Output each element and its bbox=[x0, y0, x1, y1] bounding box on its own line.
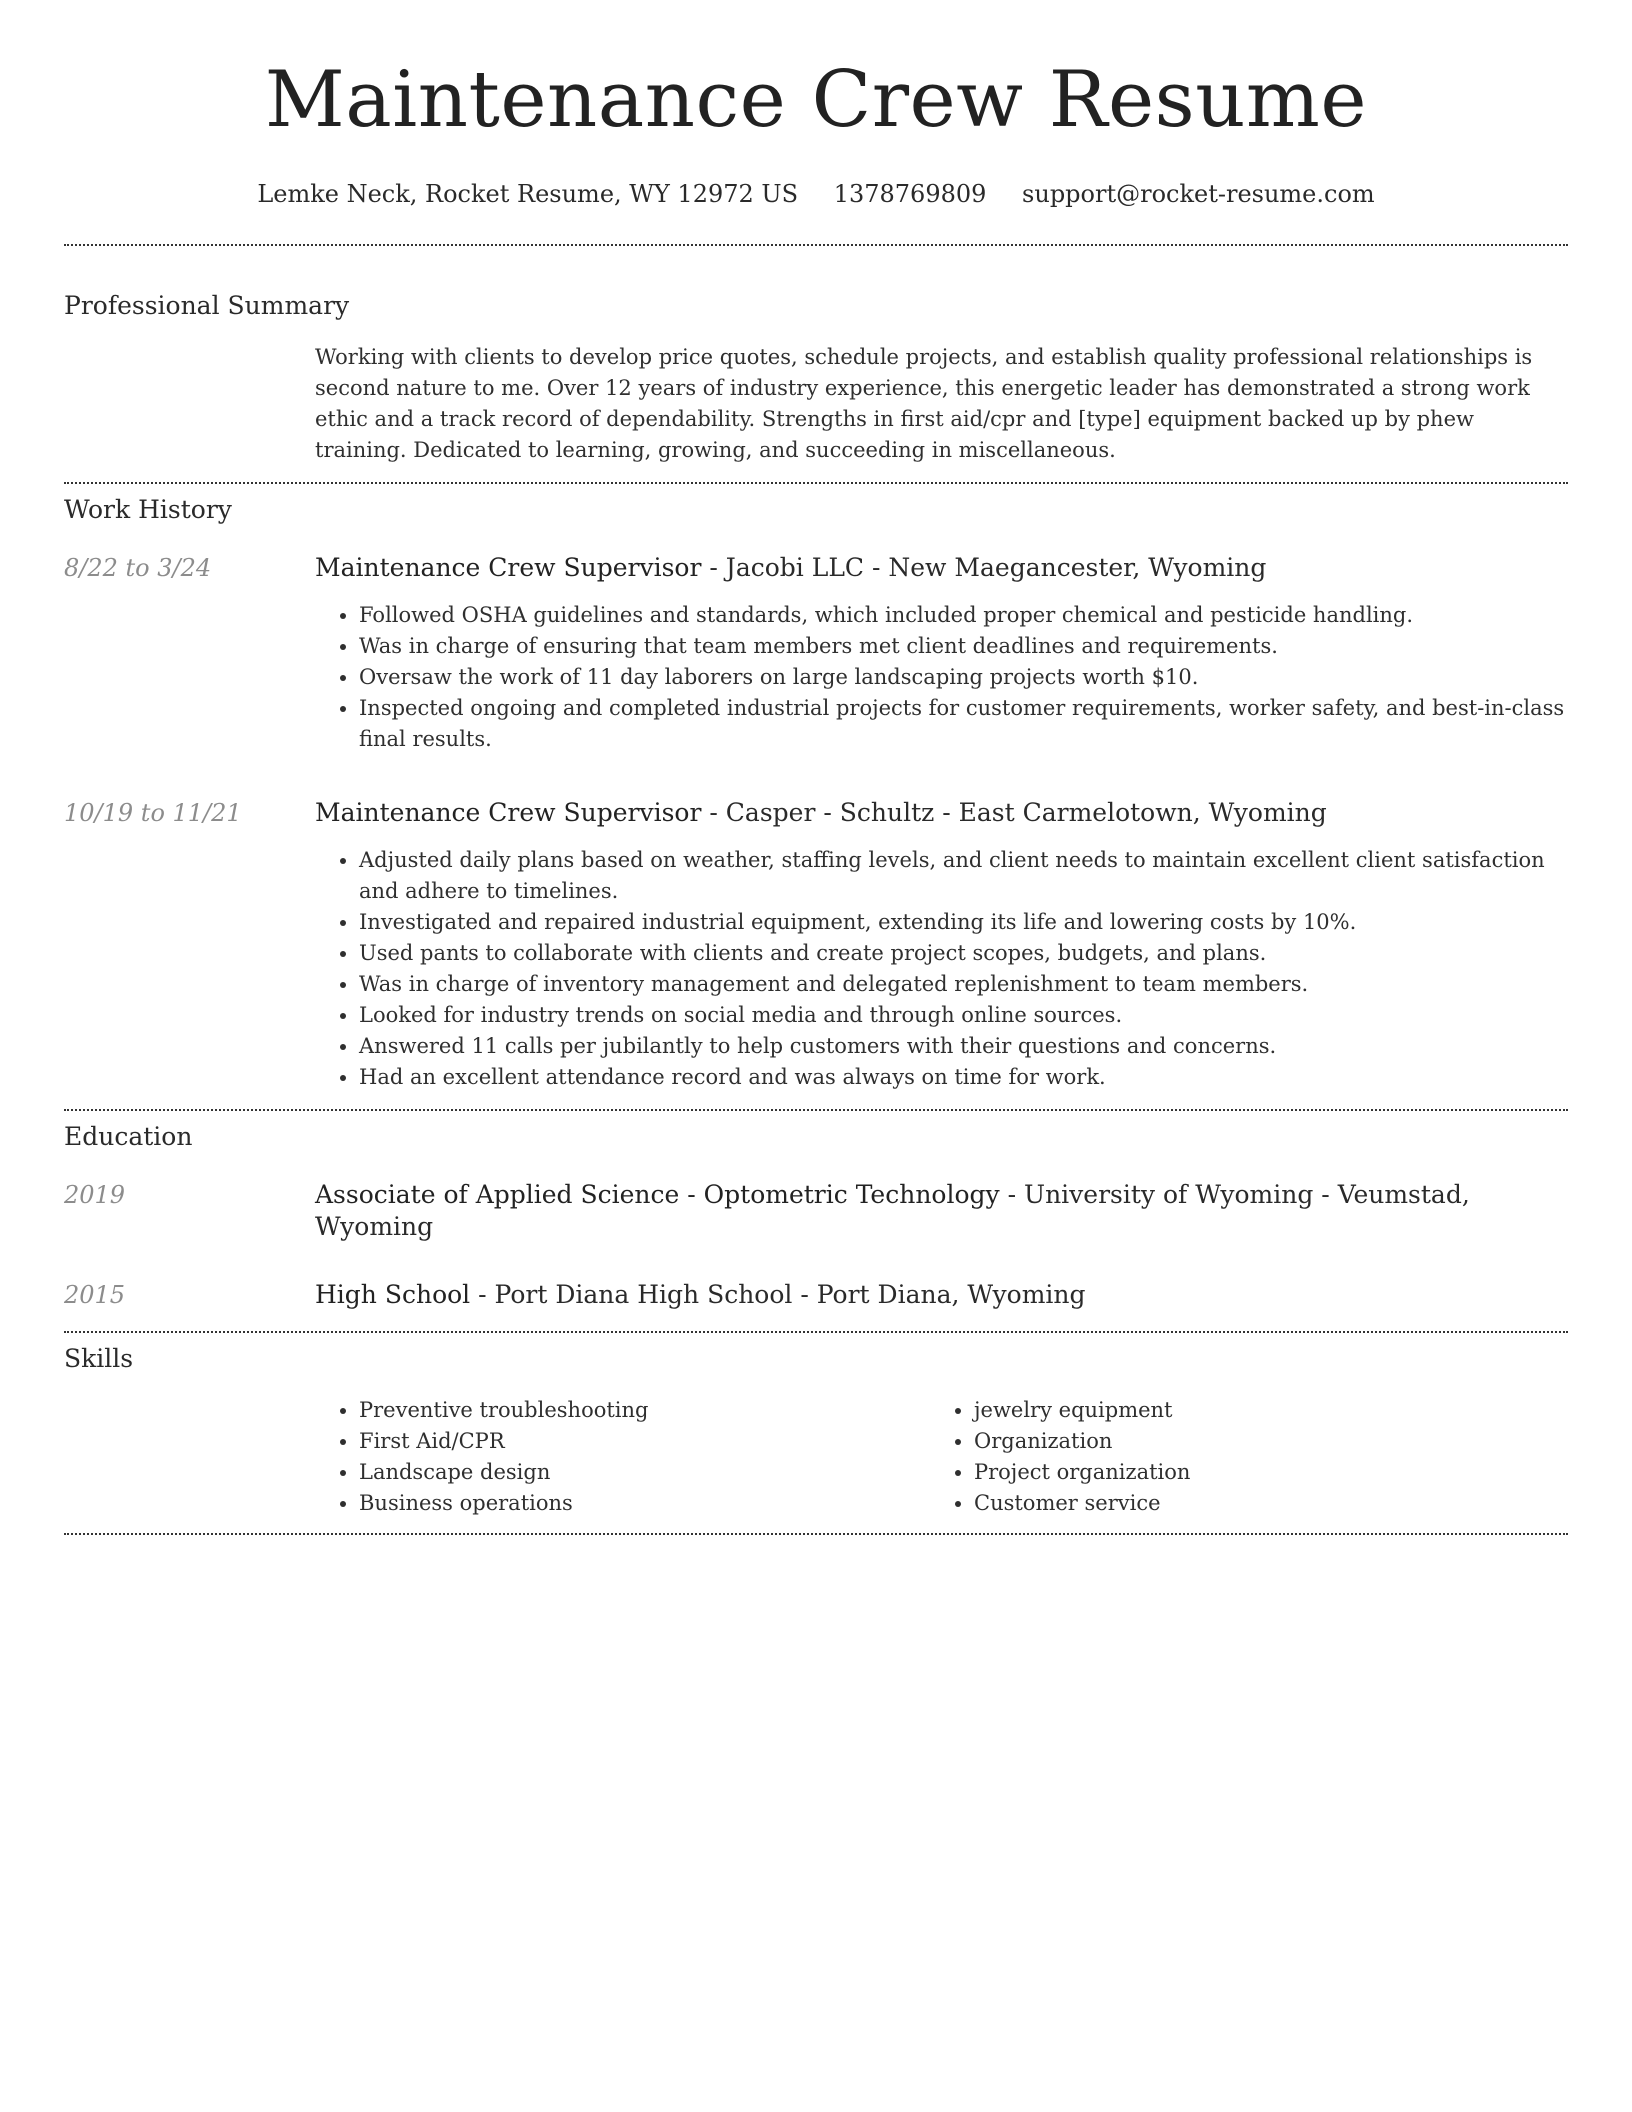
job-dates: 10/19 to 11/21 bbox=[64, 799, 242, 827]
divider bbox=[64, 1533, 1568, 1535]
job-entry bbox=[64, 797, 1568, 1093]
job-bullet: • Adjusted daily plans based on weather, staffing levels, and client needs to maintain excellent client satisfaction and adhere to timelines. bbox=[359, 845, 1568, 907]
skill-item: • Preventive troubleshooting bbox=[359, 1395, 930, 1426]
job-bullet: • Answered 11 calls per jubilantly to help customers with their questions and concerns. bbox=[359, 1031, 1568, 1062]
section-title-work-history: Work History bbox=[64, 495, 232, 524]
summary-text: Working with clients to develop price quotes, schedule projects, and establish quality professional relationships is second nature to me. Over 12 years of industry experience, this energetic leader has demonstrated a strong work ethic and a track record of dependability. Strengths in first aid/cpr and [type] equipment backed up by phew training. Dedicated to learning, growing, and succeeding in miscellaneous. bbox=[315, 345, 1533, 462]
skill-item: • Customer service bbox=[974, 1488, 1568, 1519]
job-bullet: • Was in charge of ensuring that team members met client deadlines and requirements. bbox=[359, 631, 1568, 662]
education-heading bbox=[315, 1279, 1568, 1311]
contact-phone: 1378769809 bbox=[833, 180, 987, 208]
skills-list-right bbox=[930, 1395, 1568, 1519]
job-bullet: • Used pants to collaborate with clients and create project scopes, budgets, and plans. bbox=[359, 938, 1568, 969]
education-year: 2019 bbox=[64, 1181, 126, 1209]
job-bullets bbox=[315, 845, 1568, 1093]
job-bullet: • Inspected ongoing and completed industrial projects for customer requirements, worker safety, and best-in-class final results. bbox=[359, 693, 1568, 755]
job-dates: 8/22 to 3/24 bbox=[64, 554, 212, 582]
job-bullet: • Oversaw the work of 11 day laborers on large landscaping projects worth $10. bbox=[359, 662, 1568, 693]
job-bullet: • Had an excellent attendance record and was always on time for work. bbox=[359, 1062, 1568, 1093]
skills-columns bbox=[315, 1395, 1568, 1519]
job-bullet: • Looked for industry trends on social media and through online sources. bbox=[359, 1000, 1568, 1031]
education-school: - Port Diana High School - Port Diana, Wyoming bbox=[470, 1280, 1086, 1309]
job-position: Maintenance Crew Supervisor bbox=[315, 553, 702, 582]
job-bullet: • Investigated and repaired industrial equipment, extending its life and lowering costs by 10%. bbox=[359, 907, 1568, 938]
work-history-section bbox=[64, 484, 1568, 1109]
skills-list-left bbox=[315, 1395, 930, 1519]
section-title-summary: Professional Summary bbox=[64, 291, 350, 320]
education-body bbox=[315, 1179, 1568, 1243]
contact-line bbox=[64, 178, 1568, 210]
skill-item: • Project organization bbox=[974, 1457, 1568, 1488]
resume-header bbox=[64, 0, 1568, 210]
education-body bbox=[315, 1279, 1568, 1311]
job-bullets bbox=[315, 600, 1568, 755]
job-bullet: • Was in charge of inventory management and delegated replenishment to team members. bbox=[359, 969, 1568, 1000]
section-title-education: Education bbox=[64, 1122, 193, 1151]
contact-address: Lemke Neck, Rocket Resume, WY 12972 US bbox=[257, 180, 799, 208]
skill-item: • Organization bbox=[974, 1426, 1568, 1457]
education-entry bbox=[64, 1279, 1568, 1311]
education-degree: Associate of Applied Science - Optometric Technology bbox=[315, 1180, 1000, 1209]
summary-section bbox=[64, 246, 1568, 466]
education-degree: High School bbox=[315, 1280, 471, 1309]
skill-item: • jewelry equipment bbox=[974, 1395, 1568, 1426]
job-heading bbox=[315, 552, 1568, 584]
education-year: 2015 bbox=[64, 1281, 126, 1309]
spacer bbox=[64, 755, 1568, 771]
job-body bbox=[315, 797, 1568, 1093]
skill-item: • First Aid/CPR bbox=[359, 1426, 930, 1457]
section-title-skills: Skills bbox=[64, 1344, 134, 1373]
job-entry bbox=[64, 552, 1568, 755]
spacer bbox=[64, 1311, 1568, 1331]
skill-item: • Business operations bbox=[359, 1488, 930, 1519]
education-section bbox=[64, 1111, 1568, 1331]
contact-email: support@rocket-resume.com bbox=[1022, 180, 1375, 208]
resume-title: Maintenance Crew Resume bbox=[264, 55, 1368, 145]
job-company-location: - Casper - Schultz - East Carmelotown, Wyoming bbox=[701, 798, 1327, 827]
education-entry bbox=[64, 1179, 1568, 1243]
skills-section bbox=[64, 1333, 1568, 1519]
job-body bbox=[315, 552, 1568, 755]
job-heading bbox=[315, 797, 1568, 829]
job-bullet: • Followed OSHA guidelines and standards, which included proper chemical and pesticide handling. bbox=[359, 600, 1568, 631]
education-school: - University of Wyoming - Veumstad, Wyoming bbox=[315, 1180, 1470, 1241]
skill-item: • Landscape design bbox=[359, 1457, 930, 1488]
job-company-location: - Jacobi LLC - New Maegancester, Wyoming bbox=[701, 553, 1267, 582]
education-heading bbox=[315, 1179, 1568, 1243]
job-position: Maintenance Crew Supervisor bbox=[315, 798, 702, 827]
spacer bbox=[64, 1093, 1568, 1109]
